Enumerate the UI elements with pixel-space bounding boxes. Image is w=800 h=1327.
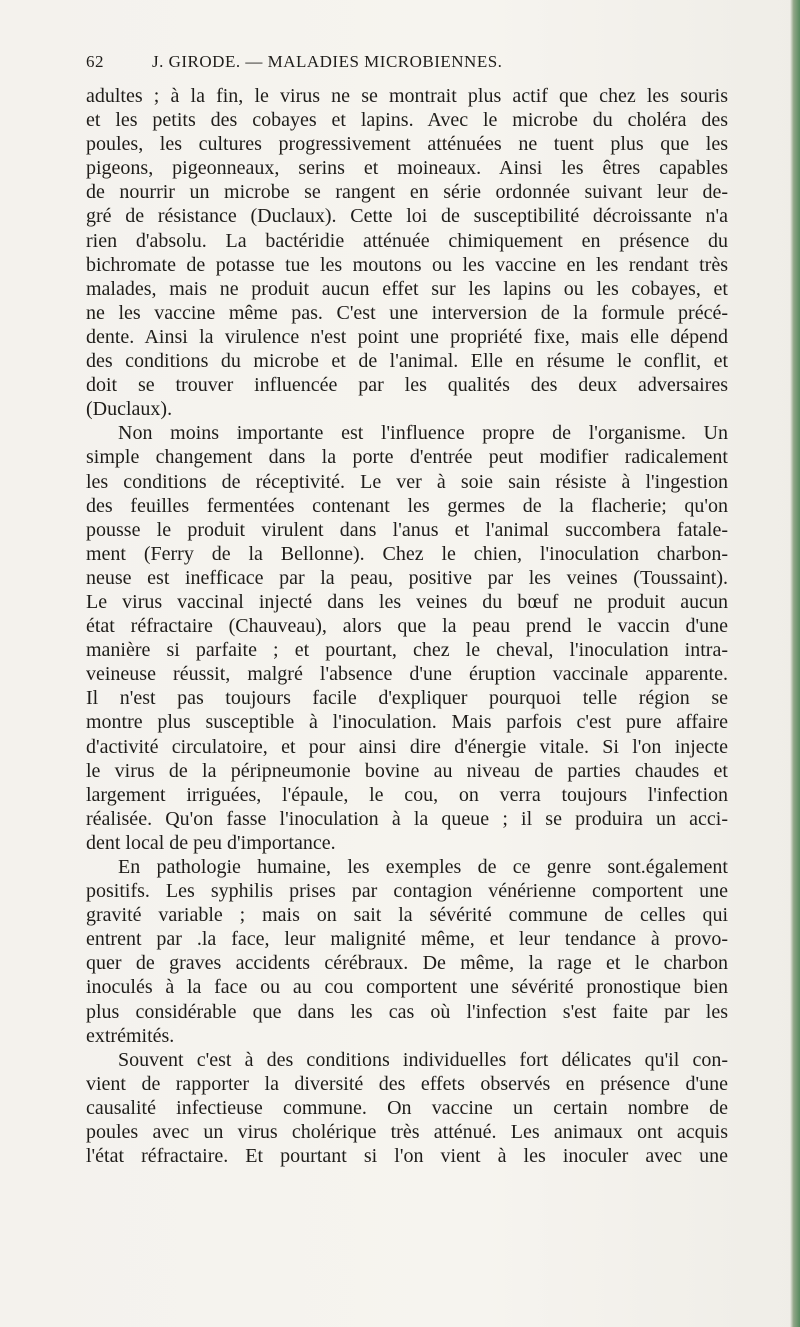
- text-line: poules avec un virus cholérique très atténué. Les animaux ont acquis: [86, 1121, 728, 1144]
- paragraph: [86, 84, 728, 421]
- text-line: largement irriguées, l'épaule, le cou, on verra toujours l'infection: [86, 783, 728, 806]
- text-line: des feuilles fermentées contenant les germes de la flacherie; qu'on: [86, 494, 728, 517]
- text-line: causalité infectieuse commune. On vaccine un certain nombre de: [86, 1096, 728, 1119]
- text-line: de nourrir un microbe se rangent en série ordonnée suivant leur de-: [86, 181, 728, 204]
- text-line: doit se trouver influencée par les qualités des deux adversaires: [86, 374, 728, 397]
- text-line: d'activité circulatoire, et pour ainsi dire d'énergie vitale. Si l'on injecte: [86, 735, 728, 758]
- text-line: poules, les cultures progressivement atténuées ne tuent plus que les: [86, 133, 728, 156]
- text-line: pigeons, pigeonneaux, serins et moineaux. Ainsi les êtres capables: [86, 157, 728, 180]
- running-title: J. GIRODE. — MALADIES MICROBIENNES.: [152, 52, 503, 71]
- text-line: extrémités.: [86, 1024, 175, 1047]
- text-line: pousse le produit virulent dans l'anus et l'animal succombera fatale-: [86, 518, 728, 541]
- text-line: plus considérable que dans les cas où l'infection s'est faite par les: [86, 1000, 728, 1023]
- text-line: montre plus susceptible à l'inoculation. Mais parfois c'est pure affaire: [86, 711, 728, 734]
- text-line: Le virus vaccinal injecté dans les veines du bœuf ne produit aucun: [86, 590, 728, 613]
- running-header: [86, 52, 726, 72]
- paragraph: [86, 421, 728, 855]
- text-line: le virus de la péripneumonie bovine au niveau de parties chaudes et: [86, 759, 728, 782]
- text-line: bichromate de potasse tue les moutons ou les vaccine en les rendant très: [86, 253, 728, 276]
- paragraph: [86, 855, 728, 1048]
- text-line: vient de rapporter la diversité des effets observés en présence d'une: [86, 1072, 728, 1095]
- text-line: (Duclaux).: [86, 398, 173, 421]
- text-line: ment (Ferry de la Bellonne). Chez le chien, l'inoculation charbon-: [86, 542, 728, 565]
- page-number: 62: [86, 52, 104, 71]
- text-line: adultes ; à la fin, le virus ne se montrait plus actif que chez les souris: [86, 85, 728, 107]
- text-line: et les petits des cobayes et lapins. Avec le microbe du choléra des: [86, 109, 728, 132]
- page-edge: [790, 0, 800, 1327]
- text-line: neuse est inefficace par la peau, positive par les veines (Toussaint).: [86, 566, 728, 589]
- text-line: Il n'est pas toujours facile d'expliquer pourquoi telle région se: [86, 687, 728, 710]
- text-line: état réfractaire (Chauveau), alors que la peau prend le vaccin d'une: [86, 615, 728, 638]
- text-line: En pathologie humaine, les exemples de ce genre sont.également: [118, 856, 728, 878]
- text-line: dente. Ainsi la virulence n'est point une propriété fixe, mais elle dépend: [86, 325, 728, 348]
- body-text: [86, 84, 728, 1168]
- text-line: simple changement dans la porte d'entrée peut modifier radicalement: [86, 446, 728, 469]
- paragraph: [86, 1048, 728, 1168]
- text-line: malades, mais ne produit aucun effet sur les lapins ou les cobayes, et: [86, 277, 728, 300]
- text-line: positifs. Les syphilis prises par contagion vénérienne comportent une: [86, 880, 728, 903]
- text-line: gravité variable ; mais on sait la sévérité commune de celles qui: [86, 904, 728, 927]
- text-line: dent local de peu d'importance.: [86, 831, 336, 854]
- text-line: réalisée. Qu'on fasse l'inoculation à la queue ; il se produira un acci-: [86, 807, 728, 830]
- text-line: les conditions de réceptivité. Le ver à soie sain résiste à l'ingestion: [86, 470, 728, 493]
- text-line: rien d'absolu. La bactéridie atténuée chimiquement en présence du: [86, 229, 728, 252]
- text-line: entrent par .la face, leur malignité même, et leur tendance à provo-: [86, 928, 728, 951]
- text-line: Souvent c'est à des conditions individuelles fort délicates qu'il con-: [118, 1048, 728, 1071]
- text-line: manière si parfaite ; et pourtant, chez le cheval, l'inoculation intra-: [86, 639, 728, 662]
- text-line: veineuse réussit, malgré l'absence d'une éruption vaccinale apparente.: [86, 663, 728, 686]
- text-line: des conditions du microbe et de l'animal. Elle en résume le conflit, et: [86, 350, 728, 373]
- text-line: Non moins importante est l'influence propre de l'organisme. Un: [118, 422, 728, 445]
- text-line: ne les vaccine même pas. C'est une interversion de la formule précé-: [86, 301, 728, 324]
- text-line: gré de résistance (Duclaux). Cette loi de susceptibilité décroissante n'a: [86, 205, 728, 228]
- text-line: l'état réfractaire. Et pourtant si l'on vient à les inoculer avec une: [86, 1145, 728, 1168]
- text-line: inoculés à la face ou au cou comportent une sévérité pronostique bien: [86, 976, 728, 999]
- text-line: quer de graves accidents cérébraux. De même, la rage et le charbon: [86, 952, 728, 975]
